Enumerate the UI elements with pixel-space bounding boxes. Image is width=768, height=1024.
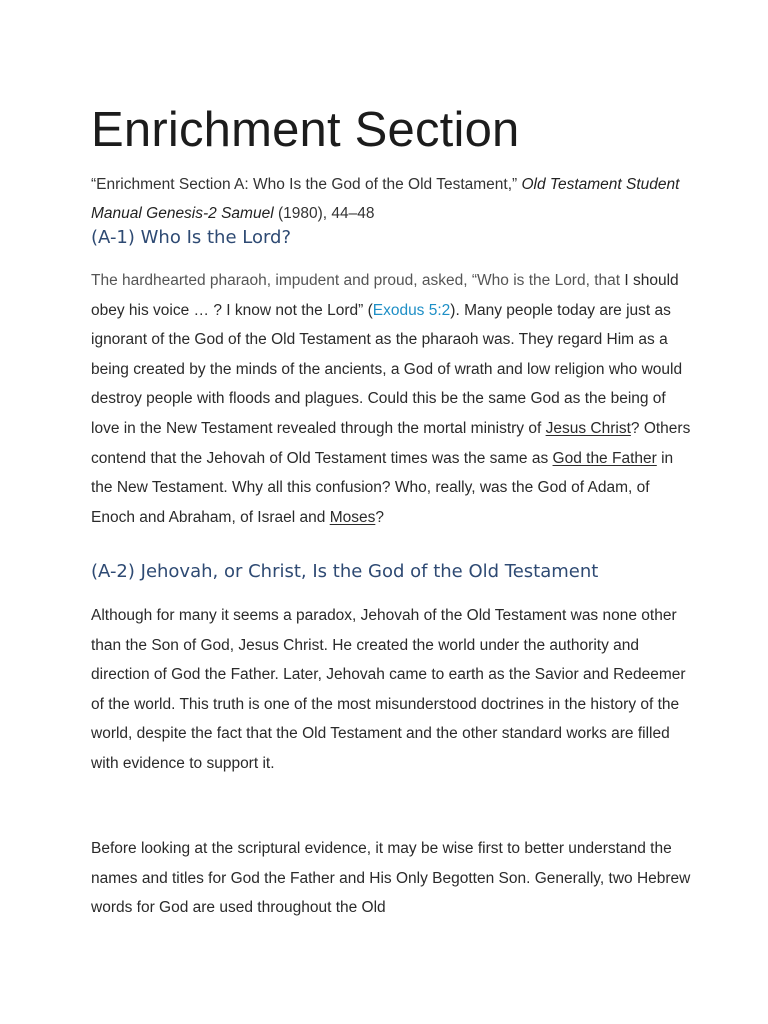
paragraph-text: in the New Testament. Why all this confusion? Who, really, was the God of Adam, of Enoch and Abraham, of Israel and — [91, 449, 674, 526]
topic-link-moses[interactable]: Moses — [329, 508, 376, 526]
paragraph-lead-text: The hardhearted pharaoh, impudent and proud, asked, “Who is the Lord, that — [91, 272, 621, 289]
page-title: Enrichment Section — [91, 103, 520, 157]
section-a1-paragraph — [91, 266, 691, 532]
citation-source-title: Old Testament Student Manual Genesis-2 Samuel — [91, 176, 680, 222]
topic-link-jesus-christ[interactable]: Jesus Christ — [545, 419, 631, 437]
scripture-link-exodus[interactable]: Exodus 5:2 — [372, 301, 451, 319]
citation-suffix: (1980), 44–48 — [273, 205, 375, 222]
paragraph-text: ? — [375, 508, 384, 526]
paragraph-text: I should obey his voice … ? I know not the Lord” ( — [91, 272, 679, 319]
section-a2-paragraph-1: Although for many it seems a paradox, Jehovah of the Old Testament was none other than the Son of God, Jesus Christ. He created the world under the authority and direction of God the Father. Later, Jehovah came to earth as the Savior and Redeemer of the world. This truth is one of the most misunderstood doctrines in the history of the world, despite the fact that the Old Testament and the other standard works are filled with evidence to support it. — [91, 607, 686, 772]
section-heading-a2: (A-2) Jehovah, or Christ, Is the God of the Old Testament — [91, 561, 599, 582]
paragraph-text: ? Others contend that the Jehovah of Old Testament times was the same as — [91, 419, 691, 467]
citation-prefix: “Enrichment Section A: Who Is the God of the Old Testament,” — [91, 176, 522, 193]
section-heading-a1: (A-1) Who Is the Lord? — [91, 227, 292, 248]
section-a2-paragraph-2: Before looking at the scriptural evidence, it may be wise first to better understand the names and titles for God the Father and His Only Begotten Son. Generally, two Hebrew words for God are used throughout the Old — [91, 840, 691, 917]
topic-link-god-the-father[interactable]: God the Father — [552, 449, 657, 467]
source-citation — [91, 170, 691, 228]
paragraph-text: ). Many people today are just as ignorant of the God of the Old Testament as the pharaoh was. They regard Him as a being created by the minds of the ancients, a God of wrath and low religion who would destroy people with floods and plagues. Could this be the same God as the being of love in the New Testament revealed through the mortal ministry of — [91, 301, 683, 437]
